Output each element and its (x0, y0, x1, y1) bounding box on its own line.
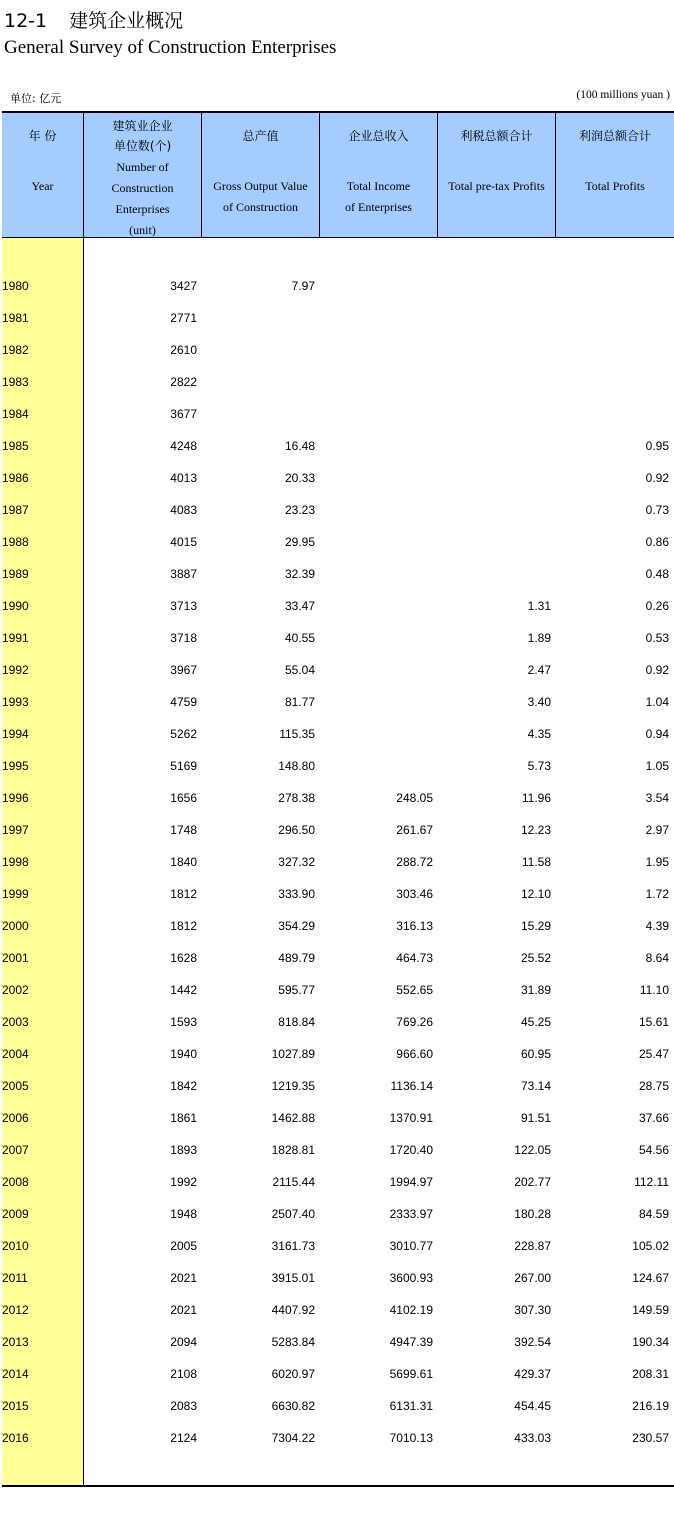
total-profits-cell: 3.54 (645, 791, 669, 805)
year-cell: 1999 (2, 887, 29, 901)
total-income-cell: 1994.97 (389, 1175, 433, 1189)
table-row (2, 910, 674, 942)
column-header-en: Total Income of Enterprises (345, 179, 412, 214)
table-row (2, 1390, 674, 1422)
total-profits-cell: 37.66 (638, 1111, 669, 1125)
table-row (2, 1134, 674, 1166)
total-profits-cell: 105.02 (632, 1239, 669, 1253)
enterprises-cell: 5169 (170, 759, 197, 773)
table-row (2, 1198, 674, 1230)
total-profits-cell: 230.57 (632, 1431, 669, 1445)
enterprises-cell: 1940 (170, 1047, 197, 1061)
gross-output-cell: 489.79 (278, 951, 315, 965)
column-header-cn: 企业总收入 (348, 129, 409, 143)
year-cell: 2008 (2, 1175, 29, 1189)
table-row (2, 590, 674, 622)
pretax-profits-cell: 1.89 (527, 631, 551, 645)
enterprises-cell: 2094 (170, 1335, 197, 1349)
enterprises-cell: 1992 (170, 1175, 197, 1189)
total-profits-cell: 0.73 (645, 503, 669, 517)
column-header-cn: 总产值 (242, 129, 279, 143)
table-row (2, 1326, 674, 1358)
total-profits-cell: 0.48 (645, 567, 669, 581)
total-profits-cell: 54.56 (638, 1143, 669, 1157)
table-row (2, 782, 674, 814)
year-cell: 2013 (2, 1335, 29, 1349)
gross-output-cell: 20.33 (284, 471, 315, 485)
enterprises-cell: 1442 (170, 983, 197, 997)
year-cell: 1982 (2, 343, 29, 357)
gross-output-cell: 4407.92 (271, 1303, 315, 1317)
gross-output-cell: 33.47 (284, 599, 315, 613)
total-profits-cell: 1.72 (645, 887, 669, 901)
total-income-cell: 2333.97 (389, 1207, 433, 1221)
enterprises-cell: 1861 (170, 1111, 197, 1125)
total-income-cell: 5699.61 (389, 1367, 433, 1381)
enterprises-cell: 4015 (170, 535, 197, 549)
total-income-cell: 303.46 (396, 887, 433, 901)
table-row (2, 1262, 674, 1294)
unit-label-cn: 单位: 亿元 (10, 92, 62, 105)
total-income-cell: 1720.40 (389, 1143, 433, 1157)
year-cell: 1995 (2, 759, 29, 773)
total-income-cell: 3600.93 (389, 1271, 433, 1285)
enterprises-cell: 3967 (170, 663, 197, 677)
enterprises-cell: 3887 (170, 567, 197, 581)
enterprises-cell: 3677 (170, 407, 197, 421)
table-title-en: General Survey of Construction Enterprises (4, 37, 337, 58)
column-header-cn: 利润总额合计 (578, 129, 651, 143)
year-cell: 1992 (2, 663, 29, 677)
year-cell: 1997 (2, 823, 29, 837)
table-row (2, 974, 674, 1006)
pretax-profits-cell: 3.40 (527, 695, 551, 709)
total-profits-cell: 15.61 (638, 1015, 669, 1029)
table-row (2, 1102, 674, 1134)
table-row (2, 1006, 674, 1038)
enterprises-cell: 2610 (170, 343, 197, 357)
column-header-en: Total pre-tax Profits (448, 179, 545, 193)
pretax-profits-cell: 202.77 (514, 1175, 551, 1189)
year-cell: 1994 (2, 727, 29, 741)
enterprises-cell: 1948 (170, 1207, 197, 1221)
total-income-cell: 261.67 (396, 823, 433, 837)
column-header-pretax-profits (438, 113, 556, 237)
enterprises-cell: 1840 (170, 855, 197, 869)
gross-output-cell: 3915.01 (271, 1271, 315, 1285)
total-income-cell: 3010.77 (389, 1239, 433, 1253)
gross-output-cell: 55.04 (284, 663, 315, 677)
total-profits-cell: 0.26 (645, 599, 669, 613)
pretax-profits-cell: 2.47 (527, 663, 551, 677)
column-header-year (2, 113, 84, 237)
table-row (2, 1294, 674, 1326)
table-row (2, 462, 674, 494)
year-cell: 1984 (2, 407, 29, 421)
column-header-en: Gross Output Value of Construction (213, 179, 308, 214)
year-cell: 1993 (2, 695, 29, 709)
total-profits-cell: 124.67 (632, 1271, 669, 1285)
total-income-cell: 464.73 (396, 951, 433, 965)
enterprises-cell: 1812 (170, 887, 197, 901)
pretax-profits-cell: 454.45 (514, 1399, 551, 1413)
year-cell: 1989 (2, 567, 29, 581)
enterprises-cell: 2822 (170, 375, 197, 389)
table-row (2, 398, 674, 430)
column-header-total-profits (556, 113, 674, 237)
pretax-profits-cell: 15.29 (520, 919, 551, 933)
gross-output-cell: 278.38 (278, 791, 315, 805)
gross-output-cell: 333.90 (278, 887, 315, 901)
pretax-profits-cell: 180.28 (514, 1207, 551, 1221)
pretax-profits-cell: 122.05 (514, 1143, 551, 1157)
year-cell: 1987 (2, 503, 29, 517)
gross-output-cell: 1462.88 (271, 1111, 315, 1125)
gross-output-cell: 40.55 (284, 631, 315, 645)
pretax-profits-cell: 228.87 (514, 1239, 551, 1253)
gross-output-cell: 2507.40 (271, 1207, 315, 1221)
column-header-cn: 年 份 (28, 129, 57, 143)
column-header-cn: 建筑业企业 单位数(个) (112, 119, 173, 153)
total-income-cell: 966.60 (396, 1047, 433, 1061)
gross-output-cell: 3161.73 (271, 1239, 315, 1253)
table-row (2, 494, 674, 526)
year-cell: 2007 (2, 1143, 29, 1157)
total-income-cell: 1370.91 (389, 1111, 433, 1125)
gross-output-cell: 81.77 (284, 695, 315, 709)
total-profits-cell: 149.59 (632, 1303, 669, 1317)
total-profits-cell: 0.86 (645, 535, 669, 549)
total-profits-cell: 25.47 (638, 1047, 669, 1061)
table-row (2, 302, 674, 334)
enterprises-cell: 2005 (170, 1239, 197, 1253)
total-profits-cell: 11.10 (639, 983, 669, 997)
pretax-profits-cell: 25.52 (520, 951, 551, 965)
total-income-cell: 1136.14 (390, 1079, 433, 1093)
enterprises-cell: 1593 (170, 1015, 197, 1029)
year-cell: 1981 (2, 311, 29, 325)
enterprises-cell: 4759 (170, 695, 197, 709)
year-cell: 2006 (2, 1111, 29, 1125)
total-profits-cell: 8.64 (645, 951, 669, 965)
enterprises-cell: 2771 (170, 311, 197, 325)
year-cell: 1980 (2, 279, 29, 293)
table-row (2, 334, 674, 366)
gross-output-cell: 32.39 (284, 567, 315, 581)
total-profits-cell: 1.05 (645, 759, 669, 773)
table-row (2, 622, 674, 654)
total-profits-cell: 28.75 (638, 1079, 669, 1093)
total-income-cell: 552.65 (396, 983, 433, 997)
total-profits-cell: 84.59 (638, 1207, 669, 1221)
gross-output-cell: 2115.44 (272, 1175, 315, 1189)
gross-output-cell: 5283.84 (271, 1335, 315, 1349)
pretax-profits-cell: 12.23 (520, 823, 551, 837)
table-row (2, 750, 674, 782)
total-income-cell: 288.72 (396, 855, 433, 869)
enterprises-cell: 4083 (170, 503, 197, 517)
total-profits-cell: 4.39 (645, 919, 669, 933)
table-row (2, 270, 674, 302)
year-cell: 2002 (2, 983, 29, 997)
total-profits-cell: 216.19 (632, 1399, 669, 1413)
gross-output-cell: 7.97 (291, 279, 315, 293)
pretax-profits-cell: 392.54 (514, 1335, 551, 1349)
gross-output-cell: 1828.81 (271, 1143, 315, 1157)
enterprises-cell: 2124 (170, 1431, 197, 1445)
table-row (2, 814, 674, 846)
total-income-cell: 4947.39 (389, 1335, 433, 1349)
column-header-total-income (320, 113, 438, 237)
total-income-cell: 248.05 (396, 791, 433, 805)
table-row (2, 366, 674, 398)
total-profits-cell: 2.97 (645, 823, 669, 837)
total-income-cell: 316.13 (396, 919, 433, 933)
year-cell: 1986 (2, 471, 29, 485)
table-row (2, 430, 674, 462)
year-cell: 2000 (2, 919, 29, 933)
year-cell: 2009 (2, 1207, 29, 1221)
year-cell: 1996 (2, 791, 29, 805)
table-row (2, 526, 674, 558)
year-cell: 2015 (2, 1399, 29, 1413)
year-cell: 2001 (2, 951, 29, 965)
pretax-profits-cell: 5.73 (527, 759, 551, 773)
enterprises-cell: 2083 (170, 1399, 197, 1413)
table-row (2, 1038, 674, 1070)
table-row (2, 1070, 674, 1102)
year-cell: 1991 (2, 631, 29, 645)
pretax-profits-cell: 307.30 (514, 1303, 551, 1317)
year-cell: 2011 (2, 1271, 28, 1285)
gross-output-cell: 1027.89 (271, 1047, 315, 1061)
gross-output-cell: 16.48 (284, 439, 315, 453)
gross-output-cell: 6020.97 (271, 1367, 315, 1381)
year-cell: 2016 (2, 1431, 29, 1445)
enterprises-cell: 3427 (170, 279, 197, 293)
gross-output-cell: 29.95 (284, 535, 315, 549)
table-row (2, 846, 674, 878)
total-income-cell: 6131.31 (389, 1399, 433, 1413)
gross-output-cell: 7304.22 (271, 1431, 315, 1445)
pretax-profits-cell: 429.37 (514, 1367, 551, 1381)
pretax-profits-cell: 267.00 (514, 1271, 551, 1285)
enterprises-cell: 1893 (170, 1143, 197, 1157)
table-row (2, 686, 674, 718)
total-profits-cell: 1.04 (645, 695, 669, 709)
year-cell: 2003 (2, 1015, 29, 1029)
table-number: 12-1 (4, 10, 48, 32)
pretax-profits-cell: 11.96 (521, 791, 551, 805)
enterprises-cell: 2021 (170, 1271, 197, 1285)
unit-label-en: (100 millions yuan ) (576, 89, 670, 101)
enterprises-cell: 5262 (170, 727, 197, 741)
pretax-profits-cell: 12.10 (520, 887, 551, 901)
table-row (2, 1422, 674, 1454)
column-header-en: Number of Construction Enterprises (unit) (111, 160, 174, 237)
gross-output-cell: 6630.82 (271, 1399, 315, 1413)
year-cell: 1983 (2, 375, 29, 389)
pretax-profits-cell: 4.35 (527, 727, 551, 741)
total-income-cell: 769.26 (396, 1015, 433, 1029)
enterprises-cell: 1842 (170, 1079, 197, 1093)
enterprises-cell: 1748 (170, 823, 197, 837)
enterprises-cell: 1812 (170, 919, 197, 933)
gross-output-cell: 1219.35 (271, 1079, 315, 1093)
table-row (2, 558, 674, 590)
year-cell: 2012 (2, 1303, 29, 1317)
table-title-cn: 建筑企业概况 (69, 10, 184, 32)
enterprises-cell: 2021 (170, 1303, 197, 1317)
year-cell: 1990 (2, 599, 29, 613)
pretax-profits-cell: 60.95 (520, 1047, 551, 1061)
table-header (2, 111, 674, 238)
gross-output-cell: 296.50 (278, 823, 315, 837)
enterprises-cell: 4013 (170, 471, 197, 485)
pretax-profits-cell: 11.58 (521, 855, 551, 869)
enterprises-cell: 2108 (170, 1367, 197, 1381)
table-row (2, 878, 674, 910)
total-profits-cell: 0.53 (645, 631, 669, 645)
enterprises-cell: 1656 (170, 791, 197, 805)
pretax-profits-cell: 91.51 (520, 1111, 551, 1125)
table-body (2, 270, 674, 1454)
column-header-gross-output (202, 113, 320, 237)
enterprises-cell: 4248 (170, 439, 197, 453)
gross-output-cell: 818.84 (278, 1015, 315, 1029)
total-profits-cell: 0.92 (645, 663, 669, 677)
total-profits-cell: 190.34 (632, 1335, 669, 1349)
total-profits-cell: 0.92 (645, 471, 669, 485)
total-income-cell: 7010.13 (389, 1431, 433, 1445)
year-cell: 1988 (2, 535, 29, 549)
enterprises-cell: 1628 (170, 951, 197, 965)
gross-output-cell: 23.23 (284, 503, 315, 517)
pretax-profits-cell: 31.89 (520, 983, 551, 997)
gross-output-cell: 115.35 (279, 727, 315, 741)
pretax-profits-cell: 73.14 (520, 1079, 551, 1093)
gross-output-cell: 354.29 (278, 919, 315, 933)
year-cell: 2005 (2, 1079, 29, 1093)
total-profits-cell: 1.95 (645, 855, 669, 869)
table-row (2, 1358, 674, 1390)
enterprises-cell: 3718 (170, 631, 197, 645)
total-profits-cell: 0.94 (645, 727, 669, 741)
table-row (2, 654, 674, 686)
total-profits-cell: 208.31 (632, 1367, 669, 1381)
column-header-en: Year (31, 179, 54, 193)
total-profits-cell: 112.11 (634, 1175, 669, 1189)
pretax-profits-cell: 45.25 (520, 1015, 551, 1029)
year-cell: 2004 (2, 1047, 29, 1061)
column-header-cn: 利税总额合计 (460, 129, 533, 143)
table-bottom-rule (2, 1485, 674, 1487)
year-cell: 1998 (2, 855, 29, 869)
year-cell: 2010 (2, 1239, 29, 1253)
enterprises-cell: 3713 (170, 599, 197, 613)
column-header-en: Total Profits (585, 179, 645, 193)
table-row (2, 718, 674, 750)
pretax-profits-cell: 1.31 (527, 599, 551, 613)
gross-output-cell: 595.77 (278, 983, 315, 997)
year-cell: 2014 (2, 1367, 29, 1381)
total-income-cell: 4102.19 (389, 1303, 433, 1317)
column-header-enterprises (84, 113, 202, 237)
table-row (2, 1230, 674, 1262)
pretax-profits-cell: 433.03 (514, 1431, 551, 1445)
gross-output-cell: 327.32 (278, 855, 315, 869)
gross-output-cell: 148.80 (278, 759, 315, 773)
year-cell: 1985 (2, 439, 29, 453)
table-row (2, 942, 674, 974)
page-title-cn (4, 6, 183, 33)
table-row (2, 1166, 674, 1198)
total-profits-cell: 0.95 (645, 439, 669, 453)
